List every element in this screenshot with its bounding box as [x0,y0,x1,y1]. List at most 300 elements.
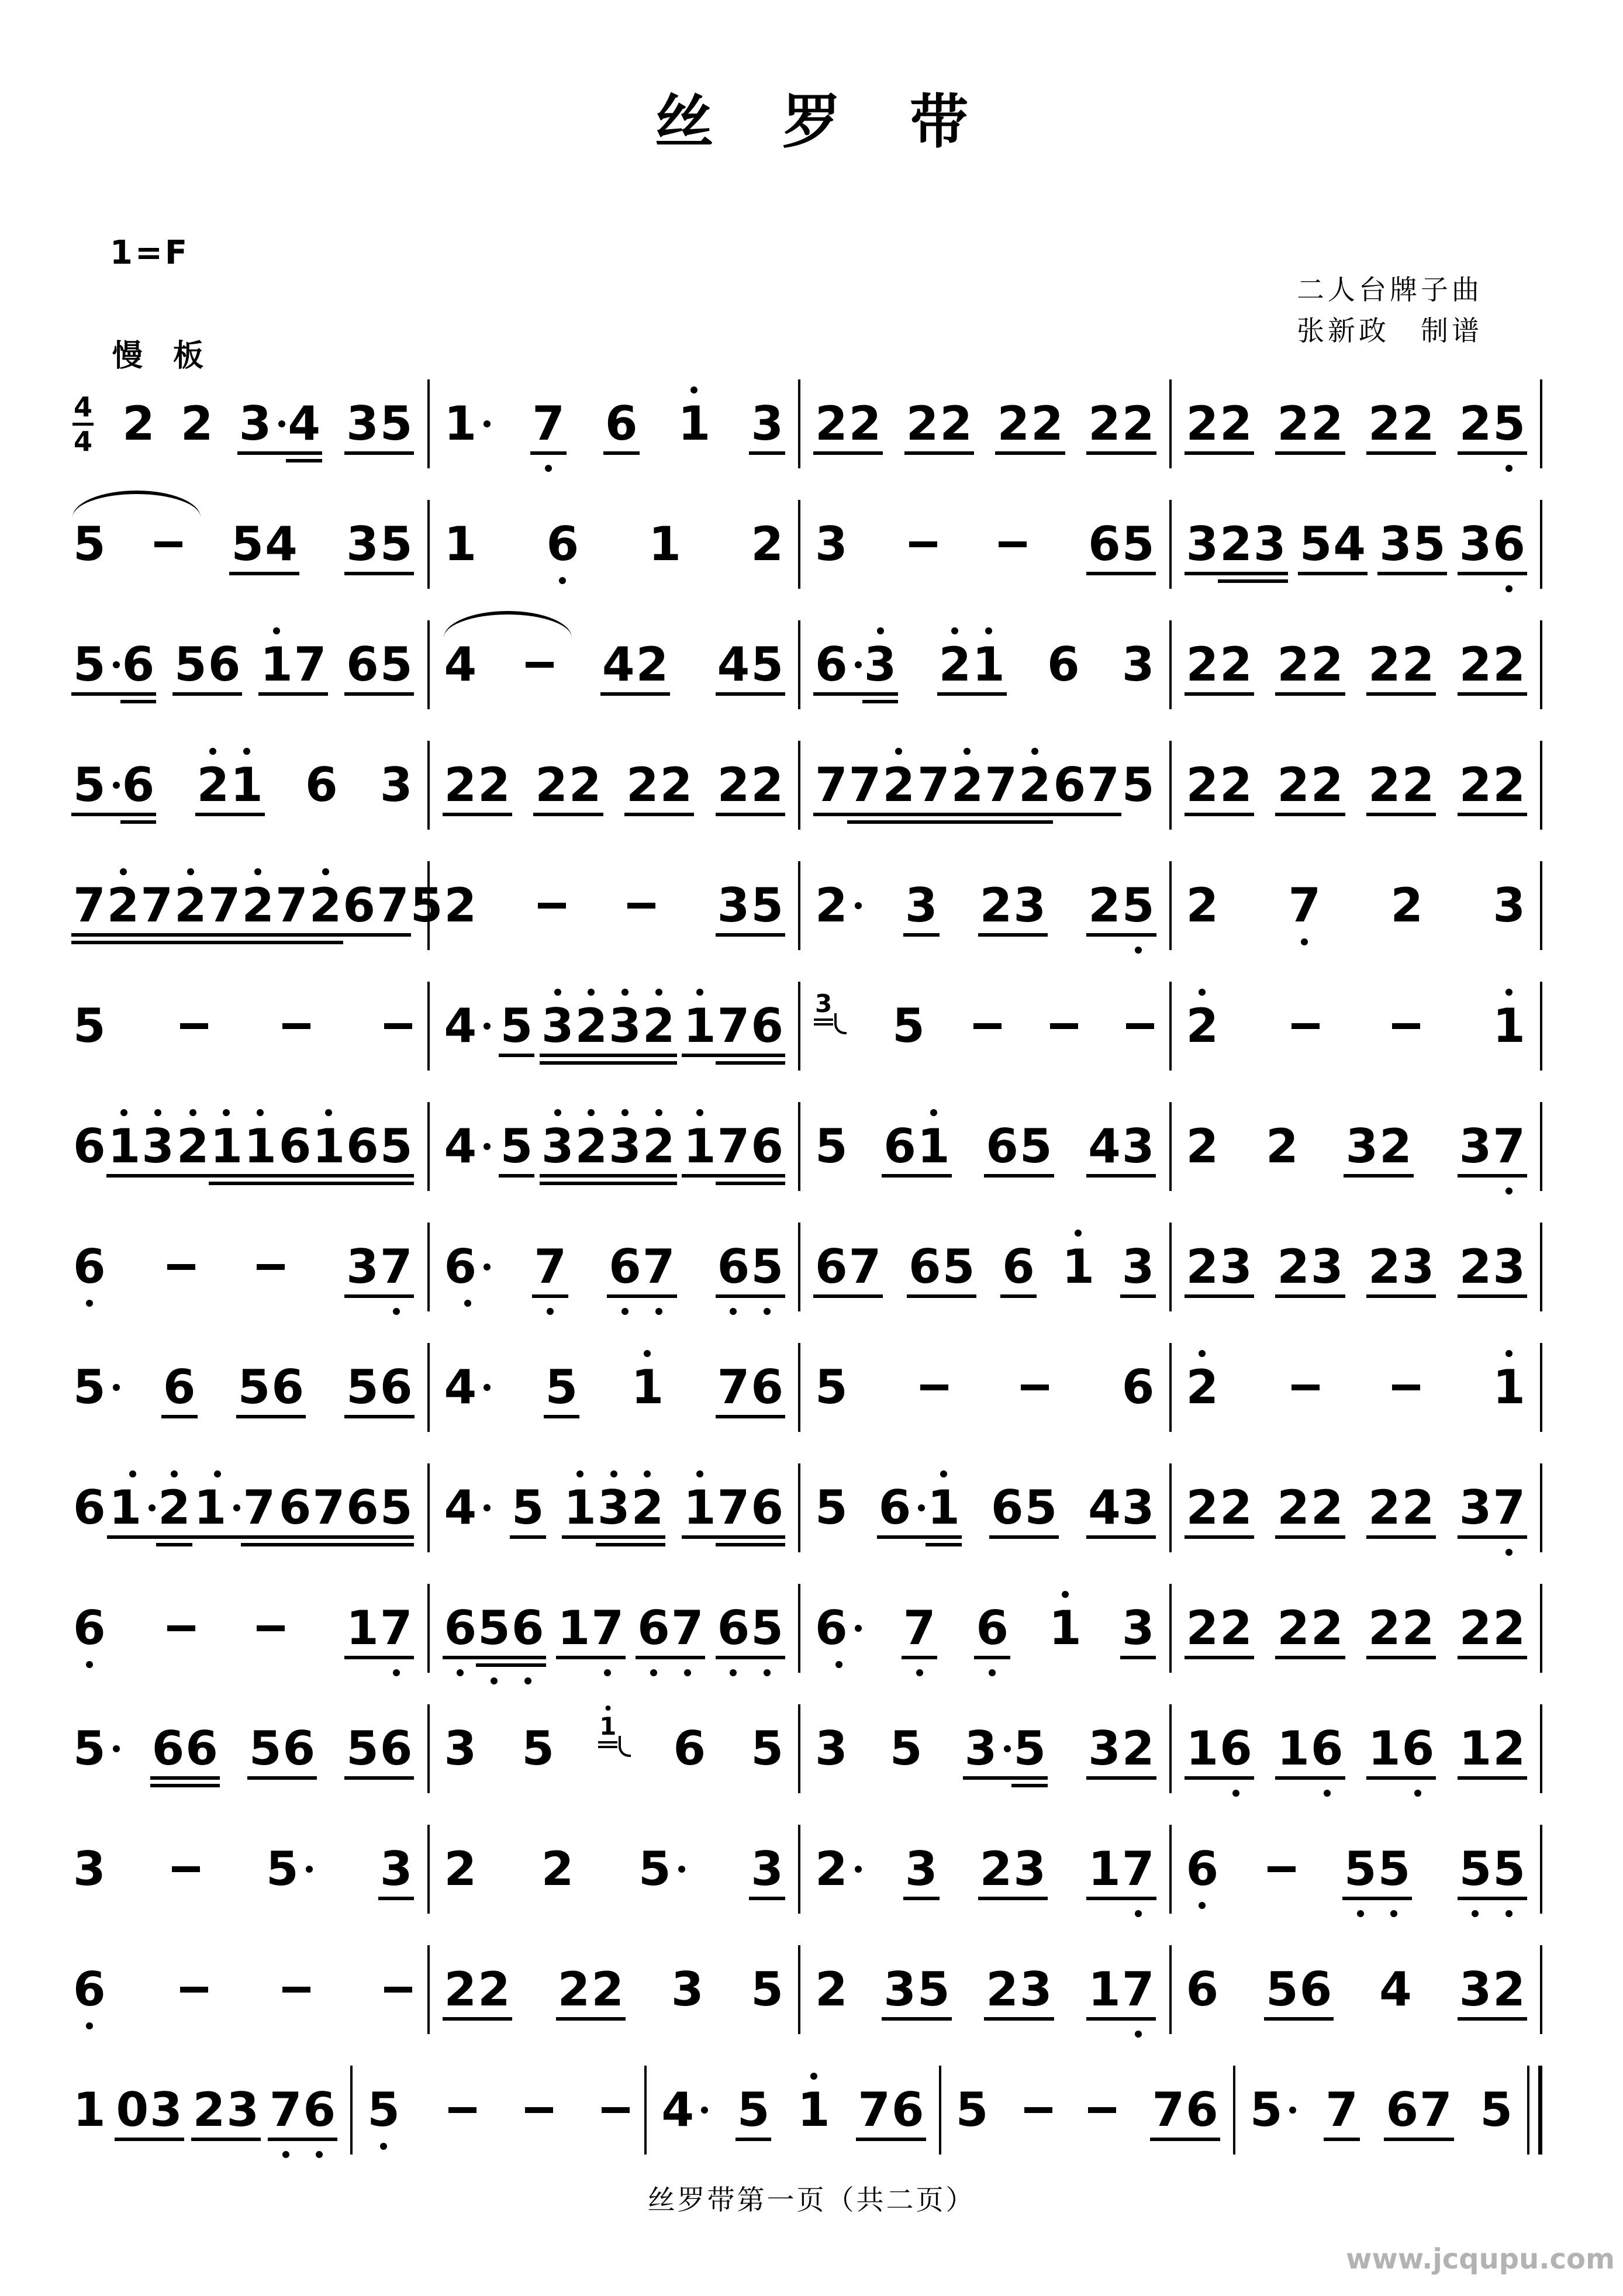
note-digit: 5 [379,1119,413,1173]
note-digit: 7 [1288,878,1321,933]
note [384,1987,412,1993]
note [815,1842,863,1896]
note [278,1480,312,1535]
octave-dot-above [810,2073,817,2080]
octave-dot-below [730,1308,737,1315]
measure [1172,1721,1541,1776]
beam-underline [1376,1897,1413,1900]
beam-underline [378,451,415,455]
note [1459,637,1492,692]
note-digit: 5 [751,878,783,933]
note-digit: 7 [717,999,750,1053]
beam-underline [995,451,1031,455]
note-group [1344,1842,1411,1896]
beam-underline [749,1294,785,1298]
note [942,1240,975,1294]
beam-underline [749,692,785,696]
measure [430,517,799,571]
note [815,396,848,451]
note-digit: 1 [599,1712,617,1741]
note [1493,878,1525,933]
beam-underline [236,1415,272,1418]
held-dash [384,1023,412,1029]
note-digit: 7 [379,1601,413,1655]
octave-dot-above [554,1109,561,1116]
note [379,517,413,571]
beam-underline [71,692,123,696]
note [717,1119,750,1173]
note-digit: 7 [848,758,882,812]
note [1121,758,1155,812]
tempo-marking: 慢板 [112,339,234,374]
beam-underline [814,1023,833,1026]
note-group [1291,1384,1320,1390]
note-group [1459,1601,1526,1655]
beam-underline [172,692,209,696]
beam-underline [641,1182,677,1185]
note-digit: 2 [1401,1601,1435,1655]
beam-underline [184,1776,220,1780]
note-group [1186,1721,1253,1776]
note [73,2083,106,2137]
beam-underline [916,813,952,816]
octave-dot-above [1075,1230,1082,1237]
measure [800,1601,1169,1655]
grace-hook [619,1736,631,1757]
octave-dot-below [316,2151,323,2158]
measure [800,1119,1169,1173]
note [478,1962,510,2017]
note-digit: 5 [942,1240,975,1294]
note [751,1480,783,1535]
note-digit: 5 [1299,517,1332,571]
note [883,1962,916,2017]
beam-underline [749,451,785,455]
measure [1172,517,1541,571]
octave-dot-below [491,1677,498,1684]
note-digit: 4 [288,396,321,451]
measure [430,1601,799,1655]
note-group [1121,1360,1155,1414]
note [343,878,376,933]
note [1088,1721,1121,1776]
beam-underline [191,2138,227,2141]
note [815,989,833,1018]
note-digit: 6 [73,1962,106,2017]
music-system [58,1103,1542,1190]
note-digit: 5 [815,1119,848,1173]
beam-underline [735,2138,772,2141]
note-digit: 6 [878,1480,911,1535]
note [909,541,937,547]
note-group [269,2083,336,2137]
note-digit: 6 [751,1119,783,1173]
beam-underline [1029,451,1065,455]
note [976,1601,1009,1655]
note-group [1391,1384,1421,1390]
held-dash [1024,2107,1052,2113]
note-group [72,1360,122,1414]
octave-dot-below [916,1669,923,1676]
note [1493,396,1525,451]
note-digit: 4 [444,637,477,692]
beam-underline [1023,1535,1059,1539]
note-group [72,878,208,933]
note-digit: 2 [444,878,477,933]
note-digit: 6 [609,1240,641,1294]
octave-dot-above [895,748,902,755]
note-group [230,517,298,571]
octave-dot-above [696,1470,703,1477]
note [920,1384,948,1390]
note [1013,1721,1046,1776]
beam-underline [1120,1656,1156,1659]
beam-underline [1366,451,1403,455]
note-group [1276,1480,1344,1535]
note-digit: 4 [1379,1962,1412,2017]
music-system [58,1825,1542,1913]
note [1379,517,1412,571]
end-barline [1540,1343,1542,1432]
note-group [444,1119,493,1173]
note-group [750,1962,784,2017]
beam-underline [476,813,512,816]
note-group [1121,1601,1155,1655]
note-digit: 3 [1220,1240,1252,1294]
note [1493,758,1525,812]
octave-dot-below [86,1661,93,1668]
beam-underline [161,1415,198,1418]
measure [430,396,799,451]
note-digit: 7 [1087,758,1120,812]
note [882,758,916,812]
octave-dot-below [1199,1902,1206,1909]
note [1047,637,1080,692]
held-dash [180,1023,208,1029]
note [751,396,783,451]
note-digit: 5 [1013,1721,1046,1776]
note-group [1479,2083,1513,2137]
note-group [889,1721,923,1776]
note [116,2083,149,2137]
measure [430,1240,799,1294]
beam-underline [716,813,752,816]
beam-underline [1011,1776,1048,1780]
note-digit: 6 [379,1721,413,1776]
octave-dot-above [322,868,329,875]
beam-underline [344,1535,381,1539]
note-group [265,1842,315,1896]
beam-underline [1458,813,1494,816]
note-digit: 5 [751,1240,783,1294]
note-group [1121,758,1155,812]
beam-underline [120,692,157,696]
beam-underline [195,813,232,816]
note [1186,1721,1219,1776]
octave-dot-below [1505,1187,1513,1194]
note-digit: 6 [151,1721,185,1776]
note [154,541,182,547]
note [185,1721,218,1776]
note-digit: 3 [73,1842,106,1896]
note [1186,1119,1219,1173]
note [305,758,338,812]
note-group [990,1480,1058,1535]
note [444,878,477,933]
note [648,517,682,571]
note-group [531,396,565,451]
note [1021,1384,1049,1390]
measure [1172,758,1541,812]
beam-underline [1418,2138,1454,2141]
note [1062,1240,1095,1294]
beam-underline [344,1656,381,1659]
beam-underline [749,1656,785,1659]
note-group [996,396,1063,451]
note [1459,1240,1492,1294]
note [1186,1480,1219,1535]
note-group [904,878,938,933]
note [293,637,327,692]
beam-underline [378,1415,415,1418]
note-digit: 6 [1386,2083,1419,2137]
note-digit: 7 [243,1480,275,1535]
measure [430,1842,799,1896]
measure [58,1601,427,1655]
note [108,1119,141,1173]
note-group [1186,1480,1253,1535]
beam-underline [862,700,899,703]
note [671,1962,704,2017]
held-dash [602,2107,630,2113]
note-group [1125,1023,1155,1029]
note-group [171,1866,201,1872]
note [717,758,750,812]
beam-underline [607,1182,643,1185]
note-group [1368,637,1435,692]
note-digit: 6 [883,1119,916,1173]
note-digit: 0 [116,2083,149,2137]
note-digit: 3 [239,396,272,451]
note [864,637,897,692]
beam-underline [890,2138,926,2141]
held-dash [1126,1023,1154,1029]
beam-underline [641,1061,677,1065]
beam-underline [1298,2017,1334,2021]
note-digit: 5 [265,1842,299,1896]
measure [941,2083,1233,2137]
augmentation-dot [113,782,120,789]
note-digit: 2 [541,1842,574,1896]
octave-dot-below [1301,938,1308,945]
note-digit: 6 [1186,1842,1219,1896]
note [1459,517,1492,571]
note-group [673,1721,707,1776]
note-group [1459,637,1526,692]
note [448,2107,476,2113]
note-digit: 1 [1062,1240,1095,1294]
beam-underline [344,1174,381,1178]
note-digit: 2 [1368,758,1401,812]
beam-underline [476,1656,512,1659]
augmentation-dot [855,1866,862,1873]
note-digit: 6 [1401,1721,1435,1776]
beam-underline [636,1656,672,1659]
beam-underline [1218,1776,1254,1780]
octave-dot-above [644,1470,651,1477]
measure [800,517,1169,571]
beam-underline [105,933,141,937]
beam-underline [716,692,752,696]
octave-dot-below [1505,465,1513,472]
beam-underline [600,692,637,696]
note [1493,1601,1525,1655]
note-group [444,1601,545,1655]
note [797,2083,830,2137]
note [265,517,298,571]
note-group [72,1842,106,1896]
note-digit: 2 [1186,637,1219,692]
beam-underline [344,692,381,696]
beam-underline [1120,1174,1156,1178]
note [444,1240,492,1294]
beam-underline [1120,933,1156,937]
beam-underline [277,1174,313,1178]
note [751,1360,783,1414]
note-digit: 6 [1220,1721,1252,1776]
note-digit: 5 [237,1360,271,1414]
note-group [346,396,413,451]
beam-underline [989,1535,1025,1539]
note-group [72,2083,106,2137]
note [1002,1240,1035,1294]
note-group [1186,1962,1220,2017]
note [815,1360,848,1414]
note [751,1962,783,2017]
note-digit: 2 [1310,1601,1344,1655]
beam-underline [533,813,569,816]
note-group [814,1962,848,2017]
note [1368,1601,1401,1655]
beam-underline [241,1543,277,1546]
note-digit: 6 [605,396,638,451]
held-dash [167,1625,195,1631]
note [444,396,492,451]
note [239,396,287,451]
beam-underline [150,1784,187,1787]
beam-underline [1011,933,1048,937]
octave-dot-above [576,1470,583,1477]
note-digit: 6 [278,1480,312,1535]
note [541,1119,574,1173]
note-digit: 2 [1401,637,1435,692]
beam-underline [443,813,479,816]
note-digit: 4 [1088,1480,1121,1535]
note [1019,1962,1052,2017]
note-digit: 7 [379,1240,413,1294]
note-digit: 2 [1220,758,1252,812]
note-digit: 6 [673,1721,706,1776]
beam-underline [1011,1897,1048,1900]
note [1459,1962,1492,2017]
note [265,1842,314,1896]
octave-dot-below [764,1669,771,1676]
note [73,1842,106,1896]
augmentation-dot [113,1745,120,1752]
note-group [908,1240,975,1294]
note-digit: 3 [1121,637,1155,692]
note [1031,396,1063,451]
note-group [239,396,321,451]
note-digit: 3 [1121,1601,1155,1655]
note-group [563,1480,664,1535]
beam-underline [1309,813,1345,816]
beam-underline [308,933,344,937]
note [237,1360,271,1414]
note-digit: 6 [303,2083,336,2137]
note-digit: 2 [1310,637,1344,692]
note-group [904,1842,938,1896]
note [575,1119,608,1173]
note-digit: 5 [889,1721,923,1776]
note [1401,1721,1435,1776]
measure [800,396,1169,451]
note-group [878,1480,961,1535]
note [917,758,950,812]
note [557,1962,591,2017]
note-digit: 1 [1493,999,1525,1053]
note-digit: 7 [1152,2083,1185,2137]
note-group [163,1360,196,1414]
note-digit: 4 [444,1360,477,1414]
beam-underline [476,2017,512,2021]
note-digit: 6 [1186,2083,1218,2137]
note [557,1601,591,1655]
note [150,2083,182,2137]
note [1459,1601,1492,1655]
beam-underline [1491,692,1527,696]
held-dash [999,541,1027,547]
note-digit: 1 [683,1480,716,1535]
beam-underline [1366,813,1403,816]
measure [430,1962,799,2017]
note [241,878,275,933]
note-group [903,1601,937,1655]
note-group [661,2083,710,2137]
beam-underline [242,1174,278,1178]
beam-underline [1275,1656,1311,1659]
note [303,2083,336,2137]
held-dash [627,903,655,909]
note-digit: 3 [346,396,379,451]
note [997,396,1030,451]
note-digit: 2 [986,1962,1018,2017]
beam-underline [1120,1897,1156,1900]
note-digit: 7 [642,1240,675,1294]
beam-underline [1017,813,1053,816]
note-digit: 7 [73,878,106,933]
note [346,1601,379,1655]
note-digit: 2 [1220,396,1252,451]
beam-underline [240,933,276,937]
note-group [1265,1119,1299,1173]
beam-underline [1458,1174,1494,1178]
note-group [108,1480,191,1535]
note [1121,517,1155,571]
note [1299,517,1332,571]
note-digit: 2 [1401,1480,1435,1535]
beam-underline [1000,1294,1037,1298]
